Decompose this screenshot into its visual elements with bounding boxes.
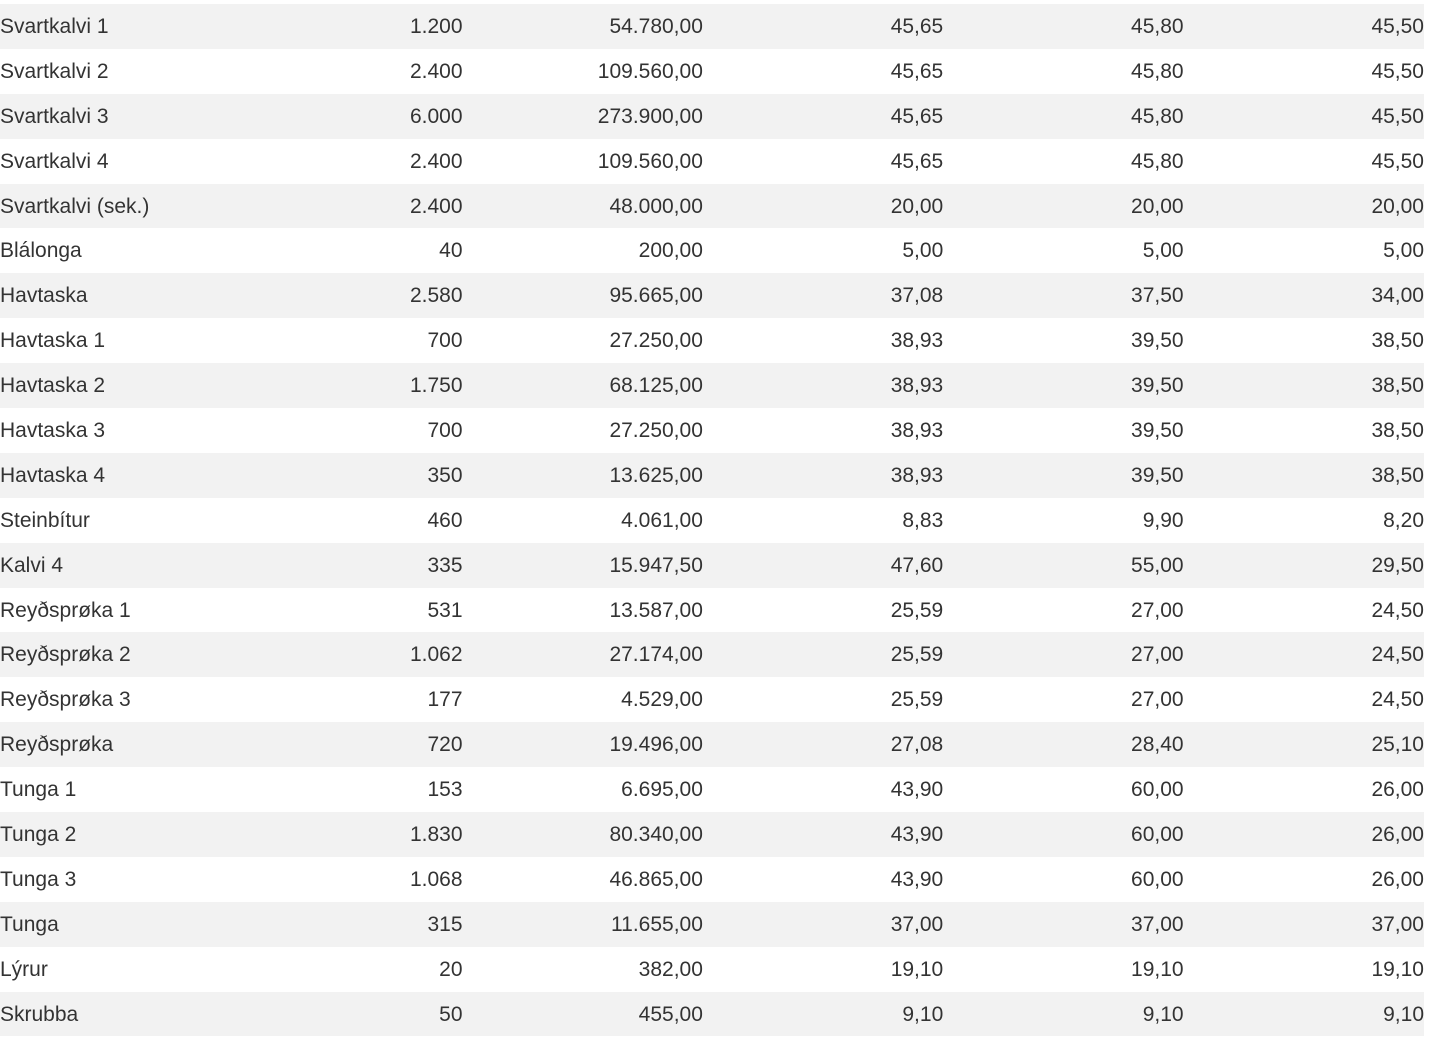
total-value-cell: 109.560,00 bbox=[597, 149, 703, 173]
min-price-cell: 8,20 bbox=[1383, 508, 1424, 532]
quantity-cell: 1.068 bbox=[409, 867, 463, 891]
total-value-cell: 27.250,00 bbox=[609, 329, 703, 353]
average-price-cell: 43,90 bbox=[890, 778, 944, 802]
table-row bbox=[0, 94, 1424, 139]
min-price-cell: 45,50 bbox=[1371, 149, 1424, 173]
total-value-cell: 13.625,00 bbox=[609, 463, 703, 487]
quantity-cell: 40 bbox=[439, 239, 463, 263]
quantity-cell: 720 bbox=[427, 733, 463, 757]
total-value-cell: 4.061,00 bbox=[621, 508, 703, 532]
average-price-cell: 25,59 bbox=[890, 598, 944, 622]
table-row bbox=[0, 318, 1424, 363]
table-row bbox=[0, 812, 1424, 857]
table-row bbox=[0, 228, 1424, 273]
max-price-cell: 45,80 bbox=[1131, 149, 1184, 173]
species-name-cell: Reyðsprøka bbox=[0, 733, 114, 757]
table-row bbox=[0, 49, 1424, 94]
table-row bbox=[0, 363, 1424, 408]
total-value-cell: 80.340,00 bbox=[609, 822, 703, 846]
max-price-cell: 28,40 bbox=[1131, 733, 1184, 757]
min-price-cell: 45,50 bbox=[1371, 14, 1424, 38]
average-price-cell: 38,93 bbox=[890, 418, 944, 442]
min-price-cell: 38,50 bbox=[1371, 463, 1424, 487]
max-price-cell: 27,00 bbox=[1131, 643, 1184, 667]
quantity-cell: 2.400 bbox=[409, 194, 463, 218]
total-value-cell: 109.560,00 bbox=[597, 59, 703, 83]
min-price-cell: 26,00 bbox=[1371, 822, 1424, 846]
average-price-cell: 19,10 bbox=[890, 957, 944, 981]
species-name-cell: Svartkalvi 2 bbox=[0, 59, 109, 83]
average-price-cell: 27,08 bbox=[890, 733, 944, 757]
average-price-cell: 45,65 bbox=[890, 59, 944, 83]
average-price-cell: 38,93 bbox=[890, 374, 944, 398]
species-name-cell: Lýrur bbox=[0, 957, 48, 981]
quantity-cell: 177 bbox=[427, 688, 463, 712]
table-row bbox=[0, 139, 1424, 184]
quantity-cell: 531 bbox=[427, 598, 463, 622]
average-price-cell: 43,90 bbox=[890, 822, 944, 846]
quantity-cell: 335 bbox=[427, 553, 463, 577]
species-name-cell: Svartkalvi 3 bbox=[0, 104, 109, 128]
quantity-cell: 2.400 bbox=[409, 59, 463, 83]
average-price-cell: 37,00 bbox=[890, 912, 944, 936]
quantity-cell: 153 bbox=[427, 778, 463, 802]
quantity-cell: 1.200 bbox=[409, 14, 463, 38]
species-name-cell: Havtaska 1 bbox=[0, 329, 106, 353]
table-row bbox=[0, 184, 1424, 229]
min-price-cell: 19,10 bbox=[1371, 957, 1424, 981]
min-price-cell: 45,50 bbox=[1371, 59, 1424, 83]
total-value-cell: 382,00 bbox=[638, 957, 703, 981]
species-name-cell: Tunga 3 bbox=[0, 867, 77, 891]
species-name-cell: Havtaska bbox=[0, 284, 88, 308]
table-row bbox=[0, 498, 1424, 543]
min-price-cell: 37,00 bbox=[1371, 912, 1424, 936]
quantity-cell: 50 bbox=[439, 1002, 463, 1026]
min-price-cell: 26,00 bbox=[1371, 778, 1424, 802]
quantity-cell: 1.830 bbox=[409, 822, 463, 846]
total-value-cell: 19.496,00 bbox=[609, 733, 703, 757]
table-row bbox=[0, 4, 1424, 49]
total-value-cell: 95.665,00 bbox=[609, 284, 703, 308]
min-price-cell: 24,50 bbox=[1371, 643, 1424, 667]
species-name-cell: Tunga bbox=[0, 912, 59, 936]
min-price-cell: 29,50 bbox=[1371, 553, 1424, 577]
total-value-cell: 6.695,00 bbox=[621, 778, 703, 802]
species-name-cell: Svartkalvi 4 bbox=[0, 149, 109, 173]
table-row bbox=[0, 543, 1424, 588]
max-price-cell: 9,90 bbox=[1142, 508, 1184, 532]
quantity-cell: 315 bbox=[427, 912, 463, 936]
max-price-cell: 9,10 bbox=[1142, 1002, 1184, 1026]
quantity-cell: 6.000 bbox=[409, 104, 463, 128]
species-name-cell: Skrubba bbox=[0, 1002, 79, 1026]
min-price-cell: 9,10 bbox=[1383, 1002, 1424, 1026]
max-price-cell: 39,50 bbox=[1131, 463, 1184, 487]
table-row bbox=[0, 902, 1424, 947]
max-price-cell: 39,50 bbox=[1131, 418, 1184, 442]
table-row bbox=[0, 588, 1424, 633]
quantity-cell: 1.062 bbox=[409, 643, 463, 667]
quantity-cell: 1.750 bbox=[409, 374, 463, 398]
total-value-cell: 4.529,00 bbox=[621, 688, 703, 712]
average-price-cell: 45,65 bbox=[890, 104, 944, 128]
max-price-cell: 60,00 bbox=[1131, 778, 1184, 802]
max-price-cell: 20,00 bbox=[1131, 194, 1184, 218]
max-price-cell: 37,50 bbox=[1131, 284, 1184, 308]
max-price-cell: 39,50 bbox=[1131, 374, 1184, 398]
total-value-cell: 54.780,00 bbox=[609, 14, 703, 38]
min-price-cell: 38,50 bbox=[1371, 418, 1424, 442]
species-name-cell: Tunga 1 bbox=[0, 778, 77, 802]
average-price-cell: 8,83 bbox=[902, 508, 944, 532]
price-table-body bbox=[0, 4, 1424, 1036]
quantity-cell: 460 bbox=[427, 508, 463, 532]
average-price-cell: 38,93 bbox=[890, 463, 944, 487]
max-price-cell: 27,00 bbox=[1131, 598, 1184, 622]
total-value-cell: 48.000,00 bbox=[609, 194, 703, 218]
min-price-cell: 38,50 bbox=[1371, 374, 1424, 398]
table-row bbox=[0, 992, 1424, 1037]
quantity-cell: 350 bbox=[427, 463, 463, 487]
max-price-cell: 45,80 bbox=[1131, 14, 1184, 38]
table-row bbox=[0, 273, 1424, 318]
min-price-cell: 38,50 bbox=[1371, 329, 1424, 353]
max-price-cell: 60,00 bbox=[1131, 867, 1184, 891]
average-price-cell: 37,08 bbox=[890, 284, 944, 308]
species-name-cell: Havtaska 2 bbox=[0, 374, 106, 398]
species-name-cell: Havtaska 3 bbox=[0, 418, 106, 442]
max-price-cell: 45,80 bbox=[1131, 104, 1184, 128]
total-value-cell: 15.947,50 bbox=[609, 553, 703, 577]
average-price-cell: 47,60 bbox=[890, 553, 944, 577]
min-price-cell: 26,00 bbox=[1371, 867, 1424, 891]
table-row bbox=[0, 857, 1424, 902]
average-price-cell: 45,65 bbox=[890, 14, 944, 38]
species-name-cell: Tunga 2 bbox=[0, 822, 77, 846]
species-name-cell: Svartkalvi 1 bbox=[0, 14, 109, 38]
species-name-cell: Blálonga bbox=[0, 239, 82, 263]
max-price-cell: 60,00 bbox=[1131, 822, 1184, 846]
average-price-cell: 38,93 bbox=[890, 329, 944, 353]
total-value-cell: 13.587,00 bbox=[609, 598, 703, 622]
total-value-cell: 273.900,00 bbox=[597, 104, 703, 128]
average-price-cell: 5,00 bbox=[902, 239, 944, 263]
max-price-cell: 39,50 bbox=[1131, 329, 1184, 353]
total-value-cell: 200,00 bbox=[638, 239, 703, 263]
min-price-cell: 20,00 bbox=[1371, 194, 1424, 218]
quantity-cell: 2.400 bbox=[409, 149, 463, 173]
table-row bbox=[0, 722, 1424, 767]
max-price-cell: 37,00 bbox=[1131, 912, 1184, 936]
min-price-cell: 5,00 bbox=[1383, 239, 1424, 263]
average-price-cell: 25,59 bbox=[890, 643, 944, 667]
species-name-cell: Reyðsprøka 2 bbox=[0, 643, 131, 667]
species-name-cell: Reyðsprøka 3 bbox=[0, 688, 131, 712]
species-name-cell: Kalvi 4 bbox=[0, 553, 64, 577]
quantity-cell: 700 bbox=[427, 329, 463, 353]
table-row bbox=[0, 677, 1424, 722]
fish-price-table bbox=[0, 4, 1424, 1036]
max-price-cell: 19,10 bbox=[1131, 957, 1184, 981]
max-price-cell: 55,00 bbox=[1131, 553, 1184, 577]
total-value-cell: 46.865,00 bbox=[609, 867, 703, 891]
table-row bbox=[0, 947, 1424, 992]
min-price-cell: 25,10 bbox=[1371, 733, 1424, 757]
table-row bbox=[0, 767, 1424, 812]
species-name-cell: Steinbítur bbox=[0, 508, 90, 532]
total-value-cell: 27.174,00 bbox=[609, 643, 703, 667]
total-value-cell: 68.125,00 bbox=[609, 374, 703, 398]
min-price-cell: 34,00 bbox=[1371, 284, 1424, 308]
table-row bbox=[0, 408, 1424, 453]
species-name-cell: Reyðsprøka 1 bbox=[0, 598, 131, 622]
quantity-cell: 2.580 bbox=[409, 284, 463, 308]
max-price-cell: 45,80 bbox=[1131, 59, 1184, 83]
max-price-cell: 27,00 bbox=[1131, 688, 1184, 712]
table-row bbox=[0, 632, 1424, 677]
average-price-cell: 9,10 bbox=[902, 1002, 944, 1026]
min-price-cell: 24,50 bbox=[1371, 598, 1424, 622]
average-price-cell: 25,59 bbox=[890, 688, 944, 712]
total-value-cell: 27.250,00 bbox=[609, 418, 703, 442]
average-price-cell: 45,65 bbox=[890, 149, 944, 173]
table-row bbox=[0, 453, 1424, 498]
quantity-cell: 700 bbox=[427, 418, 463, 442]
average-price-cell: 43,90 bbox=[890, 867, 944, 891]
min-price-cell: 24,50 bbox=[1371, 688, 1424, 712]
total-value-cell: 455,00 bbox=[638, 1002, 703, 1026]
species-name-cell: Havtaska 4 bbox=[0, 463, 106, 487]
species-name-cell: Svartkalvi (sek.) bbox=[0, 194, 150, 218]
min-price-cell: 45,50 bbox=[1371, 104, 1424, 128]
quantity-cell: 20 bbox=[439, 957, 463, 981]
total-value-cell: 11.655,00 bbox=[611, 912, 703, 936]
average-price-cell: 20,00 bbox=[890, 194, 944, 218]
max-price-cell: 5,00 bbox=[1142, 239, 1184, 263]
